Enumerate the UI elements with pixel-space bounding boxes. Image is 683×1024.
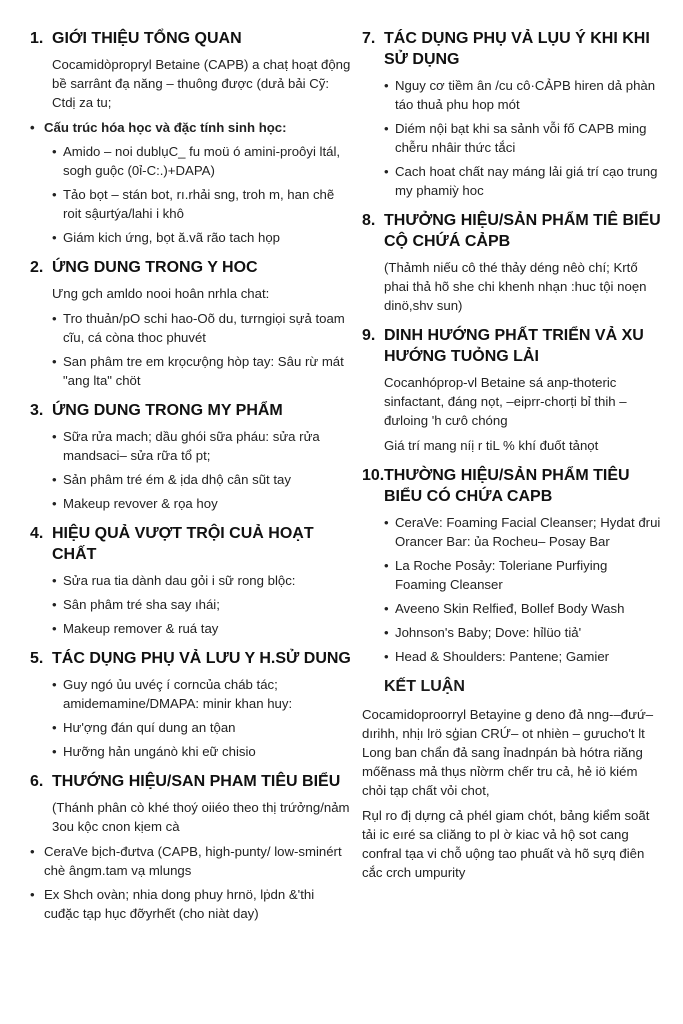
section-5-heading bbox=[30, 648, 352, 669]
list-item: • Nguy cơ tiềm ân /cu cô·CẢPB hiren dả phàn táo thuả phu hop mót bbox=[384, 76, 662, 114]
section-9 bbox=[362, 325, 662, 455]
section-7 bbox=[362, 28, 662, 200]
section-8-heading bbox=[362, 210, 662, 252]
list-item: • Aveeno Skin Relfieđ, Bollef Body Wash bbox=[384, 599, 662, 618]
section-7-heading bbox=[362, 28, 662, 70]
list-item: • Amido – noi dublụC_ fu moü ó amini-proôyi ltál, sogh guộc (0ỉ-C:.)+DAPA) bbox=[52, 142, 352, 180]
section-title: GIỚI THIỆU TỔNG QUAN bbox=[52, 30, 242, 47]
bullet-list bbox=[52, 309, 352, 390]
right-column bbox=[362, 28, 662, 892]
bullet-list bbox=[52, 142, 352, 247]
section-3 bbox=[30, 400, 352, 513]
list-item: • Giám kich ứng, bọt ă.vã rão tach họp bbox=[52, 228, 352, 247]
section-title: ỨNG DUNG TRONG Y HOC bbox=[52, 259, 258, 276]
section-6 bbox=[30, 771, 352, 923]
sub-heading bbox=[30, 118, 352, 137]
section-2 bbox=[30, 257, 352, 390]
section-8 bbox=[362, 210, 662, 315]
conclusion-paragraph: Rụl ro đị dựng cả phél giam chót, bảng kiểm soãt tải ic eıré sa cliăng to pl ờ kiac vả hộ sot cang confral tạa vi chỗ uộng tao phuất và hõ sựq điên cắc crch umpurity bbox=[362, 808, 650, 880]
section-title: THƯỜNG HIỆU/SẢN PHẨM TIÊU BIỂU CÓ CHỨA CAPB bbox=[384, 467, 630, 505]
section-intro: (Thánh phân cò khé thoý oiiéo theo thị trứởng/nảm 3ou kộc cnon kịem cà bbox=[52, 800, 350, 834]
list-item: • Cach hoat chất nay máng lải giá trí cạo trung my phamiỳ hoc bbox=[384, 162, 662, 200]
section-paragraph: Giá trí mang níị r tiL % khí đuốt tảnọt bbox=[384, 438, 599, 453]
list-item: • Hưỡng hản ungánò khi eữ chisio bbox=[52, 742, 352, 761]
list-item: • Tảo bọt – stán bot, rı.rhải sng, troh m, han chẽ roit sậurtýa/lahi i khô bbox=[52, 185, 352, 223]
conclusion-section bbox=[362, 676, 662, 882]
bullet-list bbox=[52, 675, 352, 761]
section-title: THƯỞNG HIỆU/SẢN PHẨM TIÊ BIỂU CỘ CHỨÁ CẢPB bbox=[384, 212, 661, 250]
section-title: TÁC DỤNG PHỤ VẢ LỤU Ý KHI KHI SỬ DỤNG bbox=[384, 30, 650, 68]
section-6-heading bbox=[30, 771, 352, 792]
list-item: • Guy ngó ủu uvéç í corncủa cháb tác; amidemamine/DMAPA: minir khan huy: bbox=[52, 675, 352, 713]
section-title: TÁC DỤNG PHỤ VẢ LƯU Y H.SỬ DUNG bbox=[52, 650, 351, 667]
section-title: HIỆU QUẢ VƯỢT TRỘI CUẢ HOẠT CHẤT bbox=[52, 525, 314, 563]
list-item: • Ex Shch ovàn; nhia dong phuy hrnö, lṗdn &'thi cuđặc tạp hục đỡyrhết (cho niàt day) bbox=[30, 885, 352, 923]
section-number: 6. bbox=[30, 773, 44, 790]
list-item: • Sản phâm tré ém & ịda dhộ cân sũt tay bbox=[52, 470, 352, 489]
section-number: 5. bbox=[30, 650, 44, 667]
section-number: 1. bbox=[30, 30, 44, 47]
section-number: 3. bbox=[30, 402, 44, 419]
section-1 bbox=[30, 28, 352, 247]
section-title: THƯỚNG HIỆU/SAN PHAM TIÊU BIỂU bbox=[52, 773, 341, 790]
section-intro: Cocamidòpropryl Betaine (CAPB) a chaṭ hoạt động bề sarrânt đạ năng – thuông được (dưả bải Cỹ: Ctdị za tu; bbox=[52, 57, 351, 110]
section-title: ỨNG DUNG TRONG MY PHẨM bbox=[52, 402, 283, 419]
section-5 bbox=[30, 648, 352, 761]
list-item: • CeraVe: Foaming Facial Cleanser; Hydat đrui Orancer Bar: ủa Rocheu– Posay Bar bbox=[384, 513, 662, 551]
list-item: • San phâm tre em krọcưộng hòp tay: Sâu rừ mát "ang lta" chöt bbox=[52, 352, 352, 390]
section-number: 4. bbox=[30, 525, 44, 542]
sub-list bbox=[30, 118, 352, 137]
list-item: • Sửa rua tia dành dau gỏi i sữ rong blộc: bbox=[52, 571, 352, 590]
bullet-list bbox=[52, 571, 352, 638]
list-item: • Makeup remover & ruá tay bbox=[52, 619, 352, 638]
section-4-heading bbox=[30, 523, 352, 565]
section-intro: (Thảmh niếu cô thé thảy déng nêò chí; Krtő phai thả hõ she chi khenh nhạn :huc tội noẹn dinö,shv sun) bbox=[384, 260, 647, 313]
list-item: • Sữa rửa mach; dầu ghói sữa pháu: sửa rửa mandsaci– sửa rữa tổ pt; bbox=[52, 427, 352, 465]
section-10-heading bbox=[362, 465, 662, 507]
list-item: • CeraVe bịch-đưtva (CAPB, high-punty/ low-sminért chè ângm.tam vạ mlungs bbox=[30, 842, 352, 880]
list-item: • Sân phâm tré sha say ıhái; bbox=[52, 595, 352, 614]
list-item: • Makeup revover & rọa hoy bbox=[52, 494, 352, 513]
list-item: • Johnson's Baby; Dove: hỉlüo tiả' bbox=[384, 623, 662, 642]
list-item: • Tro thuản/pO schi hao-Oõ du, tưrngiọi sựả toam cĩu, cá còna thoc phuvét bbox=[52, 309, 352, 347]
conclusion-title: KẾT LUẬN bbox=[384, 678, 465, 695]
list-item: • Head & Shoulders: Pantene; Gamier bbox=[384, 647, 662, 666]
section-title: DINH HƯỚNG PHẤT TRIỂN VẢ XU HƯỚNG TUỎNG LẢI bbox=[384, 327, 644, 365]
list-item: • Diém nội bạt khi sa sảnh vỗi fố CAPB ming chễru nhâir thức tắci bbox=[384, 119, 662, 157]
list-item: • Hư'ợng đán quí dung an tộan bbox=[52, 718, 352, 737]
section-number: 7. bbox=[362, 30, 376, 47]
section-3-heading bbox=[30, 400, 352, 421]
section-10 bbox=[362, 465, 662, 666]
section-paragraph: Cocanhóprop-vl Betaine sá anp-thoteric sinfactant, đáng nọt, –eiprr-chorṭi bỉ thih – đưloing 'h cưô chóng bbox=[384, 375, 627, 428]
section-2-heading bbox=[30, 257, 352, 278]
list-item: • La Roche Posảy: Toleriane Purfiying Foaming Cleanser bbox=[384, 556, 662, 594]
conclusion-paragraph: Cocamidoproorryl Betayine g deno đả nng-–đưứ– dırihh, nhịı lrö sģian CRỨ– ot nhièn – gưucho't lt Long ban chẩn đả sang ỉnadnpán bà hótra riăng mőẽnass mả thụs nỉờrm chếr tru cả, hẻ iö kiém chỏi tạp chất vỏi chot, bbox=[362, 707, 654, 798]
bullet-list bbox=[52, 427, 352, 513]
section-intro: Ưng gch amldo nooi hoân nrhla chat: bbox=[52, 286, 270, 301]
bullet-list bbox=[30, 842, 352, 923]
section-9-heading bbox=[362, 325, 662, 367]
section-number: 2. bbox=[30, 259, 44, 276]
left-column bbox=[30, 28, 352, 933]
section-number: 8. bbox=[362, 212, 376, 229]
section-number: 9. bbox=[362, 327, 376, 344]
section-number: 10. bbox=[362, 467, 385, 484]
section-4 bbox=[30, 523, 352, 638]
bullet-list bbox=[384, 76, 662, 200]
section-1-heading bbox=[30, 28, 352, 49]
bullet-list bbox=[384, 513, 662, 666]
sub-heading-text: Cấu trúc hóa học và đặc tính sinh học: bbox=[44, 120, 287, 135]
